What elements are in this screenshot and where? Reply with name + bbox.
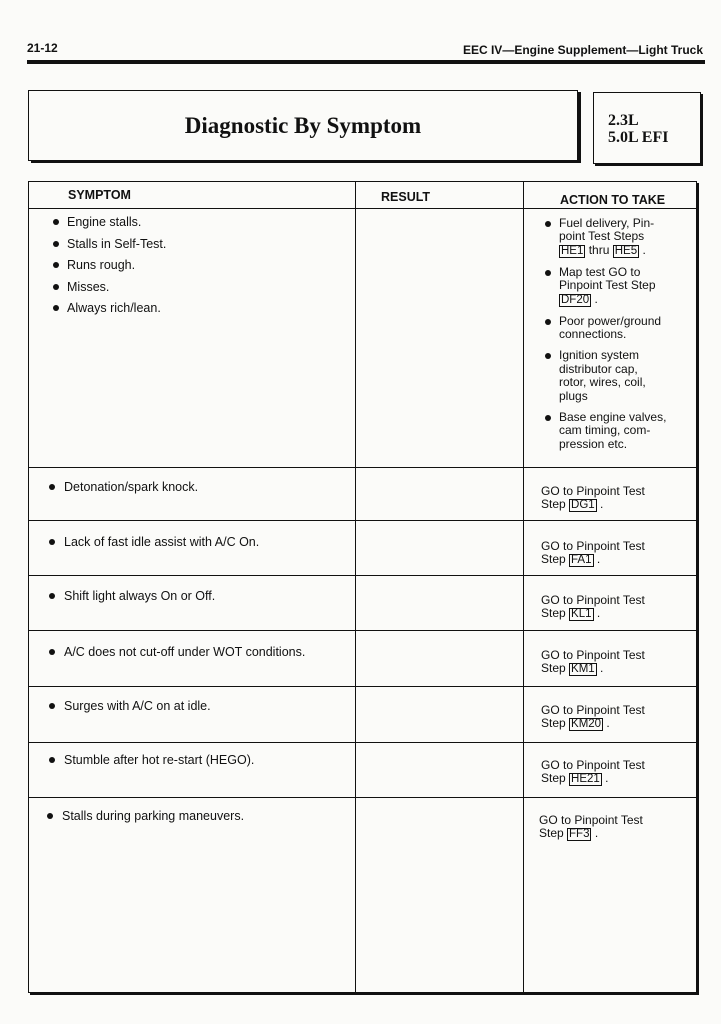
- list-item: Stalls in Self-Test.: [36, 237, 166, 259]
- list-item: Misses.: [36, 280, 166, 302]
- bullet-icon: [49, 649, 55, 655]
- result-column-header: RESULT: [381, 190, 431, 204]
- column-divider-1: [355, 182, 356, 992]
- bullet-icon: [53, 305, 59, 311]
- bullet-icon: [545, 221, 551, 227]
- bullet-icon: [545, 270, 551, 276]
- row-divider: [29, 742, 696, 743]
- bullet-icon: [545, 415, 551, 421]
- bullet-icon: [53, 284, 59, 290]
- bullet-icon: [545, 319, 551, 325]
- test-step-ref: FA1: [571, 554, 592, 567]
- bullet-icon: [49, 539, 55, 545]
- first-group-actions: [543, 217, 693, 459]
- bullet-icon: [53, 219, 59, 225]
- test-step-ref: KL1: [571, 608, 592, 621]
- page-number: 21-12: [27, 41, 58, 55]
- row-divider: [29, 575, 696, 576]
- row-divider: [29, 520, 696, 521]
- test-step-ref: KM1: [571, 663, 595, 676]
- table-row-action: GO to Pinpoint Test Step KM1 .: [541, 648, 645, 676]
- test-step-ref: HE1: [561, 244, 584, 257]
- bullet-icon: [545, 353, 551, 359]
- page-title: Diagnostic By Symptom: [184, 112, 422, 138]
- symptom-column-header: SYMPTOM: [68, 188, 131, 202]
- test-step-ref: DF20: [561, 293, 590, 306]
- action-item: Map test GO to Pinpoint Test Step DF20 .: [543, 266, 693, 307]
- table-row-symptom: Detonation/spark knock.: [48, 480, 198, 494]
- table-row-action: GO to Pinpoint Test Step FF3 .: [539, 813, 643, 841]
- test-step-ref: DG1: [571, 499, 595, 512]
- action-item: Base engine valves, cam timing, com- pression etc.: [543, 411, 693, 451]
- header-rule: [27, 60, 705, 64]
- engine-line-1: 2.3L: [608, 112, 639, 129]
- action-item: Poor power/ground connections.: [543, 315, 693, 342]
- test-step-ref: KM20: [571, 718, 602, 731]
- table-row-symptom: Lack of fast idle assist with A/C On.: [48, 535, 259, 549]
- table-row-action: GO to Pinpoint Test Step KM20 .: [541, 703, 645, 731]
- list-item: Runs rough.: [36, 258, 166, 280]
- table-row-symptom: Stalls during parking maneuvers.: [46, 809, 244, 823]
- running-title: EEC IV—Engine Supplement—Light Truck: [462, 43, 703, 57]
- bullet-icon: [53, 241, 59, 247]
- table-row-symptom: Surges with A/C on at idle.: [48, 699, 211, 713]
- column-divider-2: [523, 182, 524, 992]
- test-step-ref: FF3: [569, 828, 590, 841]
- table-row-action: GO to Pinpoint Test Step FA1 .: [541, 539, 645, 567]
- table-row-symptom: A/C does not cut-off under WOT conditions.: [48, 645, 305, 659]
- bullet-icon: [49, 484, 55, 490]
- bullet-icon: [53, 262, 59, 268]
- table-row-action: GO to Pinpoint Test Step DG1 .: [541, 484, 645, 512]
- bullet-icon: [49, 757, 55, 763]
- table-row-symptom: Shift light always On or Off.: [48, 589, 215, 603]
- header-underline: [29, 208, 696, 209]
- row-divider: [29, 630, 696, 631]
- table-row-action: GO to Pinpoint Test Step HE21 .: [541, 758, 645, 786]
- bullet-icon: [47, 813, 53, 819]
- row-divider: [29, 797, 696, 798]
- test-step-ref: HE5: [614, 244, 638, 257]
- bullet-icon: [49, 703, 55, 709]
- table-row-symptom: Stumble after hot re-start (HEGO).: [48, 753, 254, 767]
- list-item: Engine stalls.: [36, 215, 166, 237]
- engine-line-2: 5.0L EFI: [608, 129, 669, 146]
- test-step-ref: HE21: [571, 773, 600, 786]
- table-row-action: GO to Pinpoint Test Step KL1 .: [541, 593, 645, 621]
- first-group-symptoms: [36, 215, 166, 323]
- row-divider: [29, 467, 696, 468]
- list-item: Always rich/lean.: [36, 301, 166, 323]
- engine-box: [593, 92, 701, 164]
- bullet-icon: [49, 593, 55, 599]
- action-item: Ignition system distributor cap, rotor, wires, coil, plugs: [543, 349, 693, 403]
- row-divider: [29, 686, 696, 687]
- title-box: [28, 90, 578, 161]
- action-item: Fuel delivery, Pin- point Test Steps HE1 thru HE5 .: [543, 217, 693, 258]
- action-column-header: ACTION TO TAKE: [560, 193, 666, 207]
